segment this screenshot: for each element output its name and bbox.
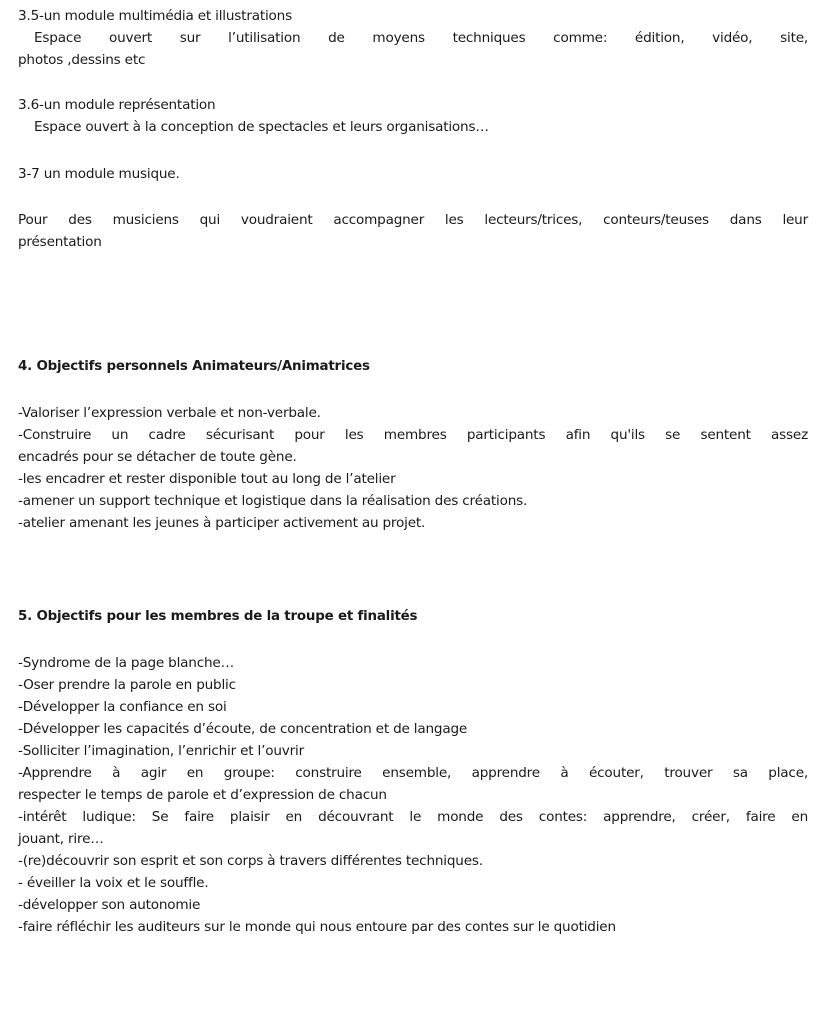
section-3-5-body-line: photos ,dessins etc: [18, 52, 146, 68]
section-3-5-body-line: Espace ouvert sur l’utilisation de moyens techniques comme: édition, vidéo, site,: [34, 30, 808, 46]
section-3-6-title: 3.6-un module représentation: [18, 97, 216, 113]
list-item: -(re)découvrir son esprit et son corps à travers différentes techniques.: [18, 853, 483, 869]
list-item: jouant, rire…: [18, 831, 104, 847]
list-item: -développer son autonomie: [18, 897, 201, 913]
section-5-heading: 5. Objectifs pour les membres de la troupe et finalités: [18, 609, 418, 624]
section-3-7-body-line: Pour des musiciens qui voudraient accompagner les lecteurs/trices, conteurs/teuses dans leur: [18, 212, 808, 228]
list-item: -Développer la confiance en soi: [18, 699, 227, 715]
list-item: -Apprendre à agir en groupe: construire ensemble, apprendre à écouter, trouver sa place,: [18, 765, 808, 781]
list-item: respecter le temps de parole et d’expression de chacun: [18, 787, 387, 803]
section-3-6-body: Espace ouvert à la conception de spectacles et leurs organisations…: [34, 119, 489, 135]
list-item: - éveiller la voix et le souffle.: [18, 875, 209, 891]
list-item: -les encadrer et rester disponible tout au long de l’atelier: [18, 471, 396, 487]
list-item: -intérêt ludique: Se faire plaisir en découvrant le monde des contes: apprendre, créer, faire en: [18, 809, 808, 825]
section-3-7-body-line: présentation: [18, 234, 102, 250]
list-item: -faire réfléchir les auditeurs sur le monde qui nous entoure par des contes sur le quotidien: [18, 919, 616, 935]
list-item: -atelier amenant les jeunes à participer activement au projet.: [18, 515, 426, 531]
list-item: -Oser prendre la parole en public: [18, 677, 236, 693]
list-item: encadrés pour se détacher de toute gène.: [18, 449, 297, 465]
list-item: -Développer les capacités d’écoute, de concentration et de langage: [18, 721, 468, 737]
list-item: -Construire un cadre sécurisant pour les membres participants afin qu'ils se sentent assez: [18, 427, 808, 443]
list-item: -Syndrome de la page blanche…: [18, 655, 234, 671]
list-item: -Solliciter l’imagination, l’enrichir et l’ouvrir: [18, 743, 304, 759]
list-item: -amener un support technique et logistique dans la réalisation des créations.: [18, 493, 528, 509]
section-3-7-title: 3-7 un module musique.: [18, 166, 180, 182]
section-4-heading: 4. Objectifs personnels Animateurs/Animatrices: [18, 359, 370, 374]
section-3-5-title: 3.5-un module multimédia et illustrations: [18, 8, 292, 24]
list-item: -Valoriser l’expression verbale et non-verbale.: [18, 405, 321, 421]
